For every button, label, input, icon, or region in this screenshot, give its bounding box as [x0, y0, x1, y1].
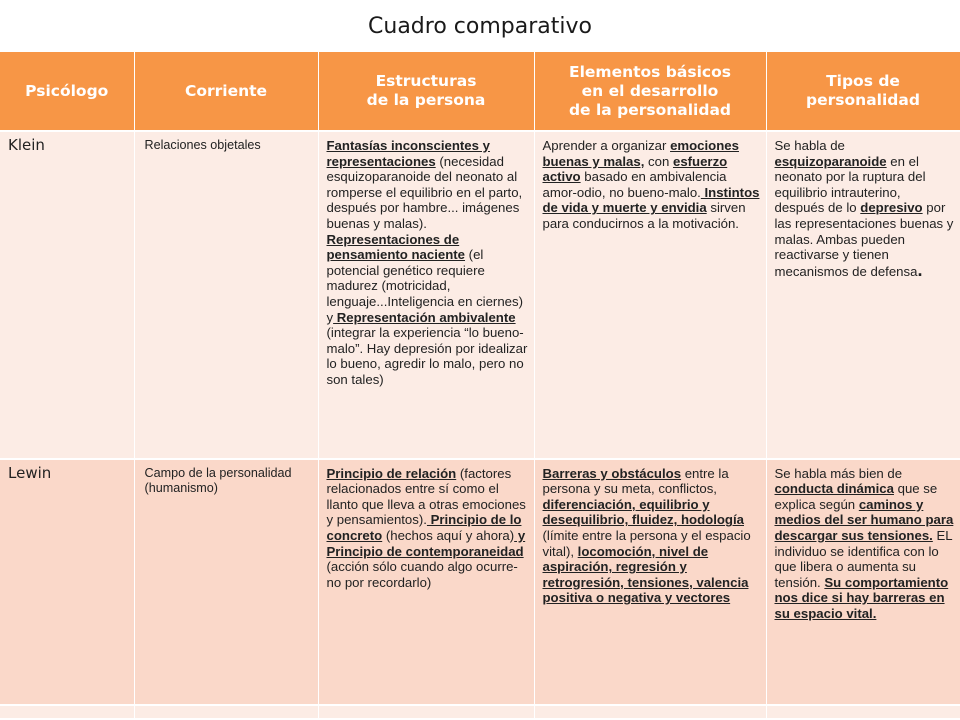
comparison-table — [0, 52, 960, 720]
header-tipos: Tipos de personalidad — [766, 52, 960, 131]
empty-cell — [318, 705, 534, 719]
cell-elementos: Barreras y obstáculos entre la persona y su meta, conflictos, diferenciación, equilibrio y desequilibrio, fluidez, hodología (límite entre la persona y el espacio vital), locomoción, nivel de aspiración, regresión y retrogresión, tensiones, valencia positiva o negativa y vectores — [534, 459, 766, 705]
header-estructuras: Estructuras de la persona — [318, 52, 534, 131]
cell-psicologo: Klein — [0, 131, 134, 459]
page-title: Cuadro comparativo — [368, 14, 592, 39]
cell-tipos: Se habla de esquizoparanoide en el neonato por la ruptura del equilibrio intrauterino, después de lo depresivo por las representaciones buenas y malas. Ambas pueden reactivarse y tienen mecanismos de defensa. — [766, 131, 960, 459]
header-corriente: Corriente — [134, 52, 318, 131]
header-elementos: Elementos básicos en el desarrollo de la personalidad — [534, 52, 766, 131]
empty-cell — [134, 705, 318, 719]
header-psicologo: Psicólogo — [0, 52, 134, 131]
cell-psicologo: Lewin — [0, 459, 134, 705]
empty-cell — [534, 705, 766, 719]
table-row — [0, 131, 960, 459]
cell-estructuras: Fantasías inconscientes y representaciones (necesidad esquizoparanoide del neonato al romperse el equilibrio en el parto, después por hambre... imágenes buenas y malas). Representaciones de pensamiento naciente (el potencial genético requiere madurez (motricidad, lenguaje...Inteligencia en ciernes) y Representación ambivalente (integrar la experiencia “lo bueno-malo”. Hay depresión por idealizar lo bueno, agredir lo malo, pero no son tales) — [318, 131, 534, 459]
header-row — [0, 52, 960, 131]
cell-corriente: Campo de la personalidad (humanismo) — [134, 459, 318, 705]
table-row — [0, 459, 960, 705]
cell-corriente: Relaciones objetales — [134, 131, 318, 459]
cell-elementos: Aprender a organizar emociones buenas y malas, con esfuerzo activo basado en ambivalencia amor-odio, no bueno-malo. Instintos de vida y muerte y envidia sirven para conducirnos a la motivación. — [534, 131, 766, 459]
empty-cell — [766, 705, 960, 719]
table-row-empty — [0, 705, 960, 719]
cell-estructuras: Principio de relación (factores relacionados entre sí como el llanto que lleva a otras emociones y pensamientos). Principio de lo concreto (hechos aquí y ahora) y Principio de contemporaneidad (acción sólo cuando algo ocurre- no por recordarlo) — [318, 459, 534, 705]
cell-tipos: Se habla más bien de conducta dinámica que se explica según caminos y medios del ser humano para descargar sus tensiones. EL individuo se identifica con lo que libera o aumenta su tensión. Su comportamiento nos dice si hay barreras en su espacio vital. — [766, 459, 960, 705]
empty-cell — [0, 705, 134, 719]
